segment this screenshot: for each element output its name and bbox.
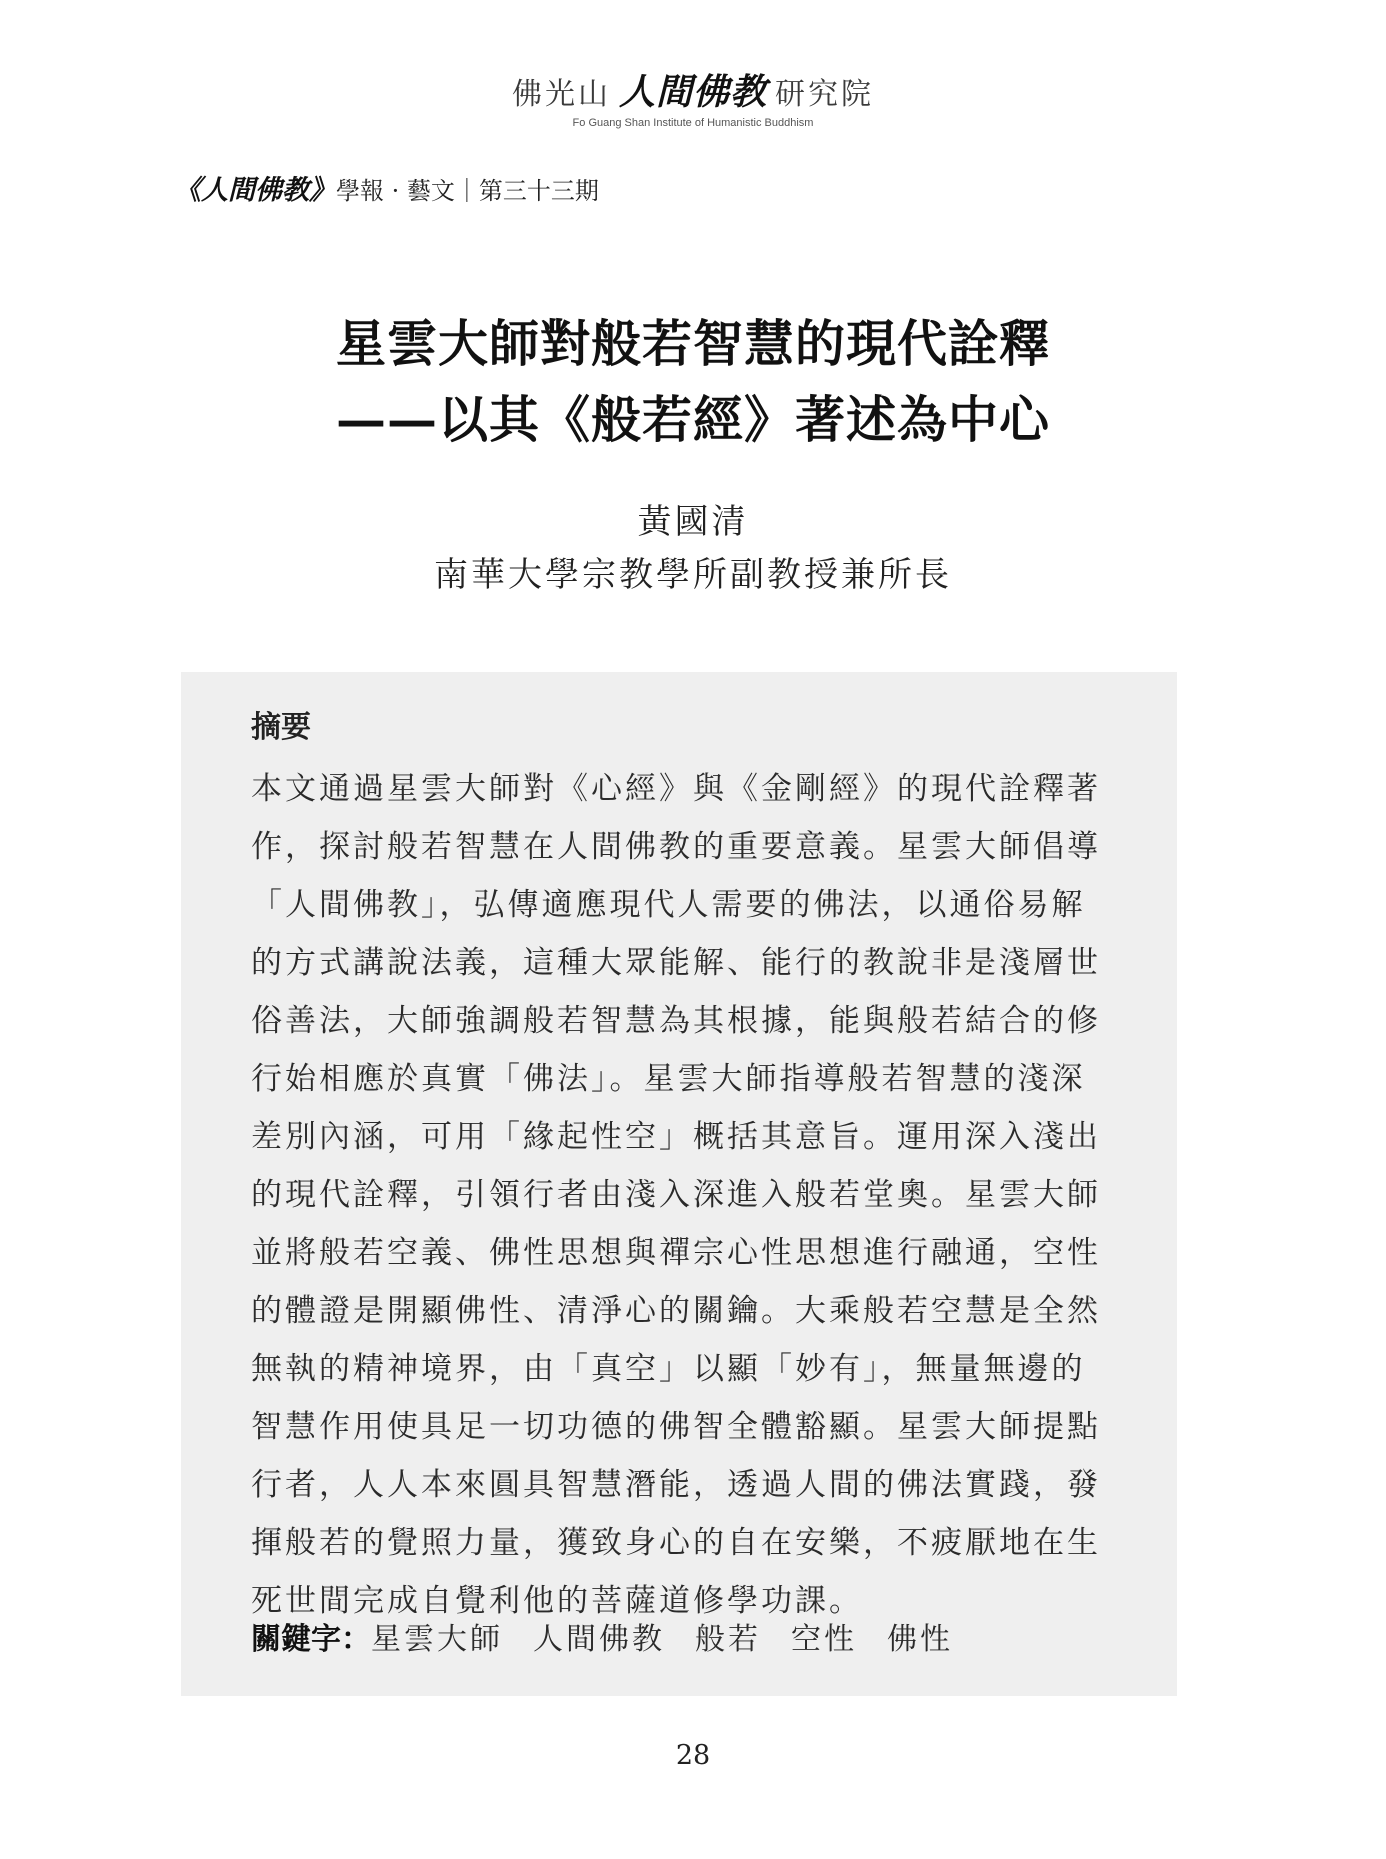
abstract-box	[181, 672, 1177, 1696]
abstract-line: 並將般若空義、佛性思想與禪宗心性思想進行融通，空性	[251, 1235, 1101, 1271]
article-title-line-1: 星雲大師對般若智慧的現代詮釋	[336, 314, 1050, 373]
keyword: 空性	[791, 1622, 857, 1657]
abstract-line: 行始相應於真實「佛法」。星雲大師指導般若智慧的淺深	[251, 1061, 1086, 1097]
abstract-line: 差別內涵，可用「緣起性空」概括其意旨。運用深入淺出	[251, 1119, 1101, 1155]
journal-line	[174, 168, 599, 207]
keyword: 星雲大師	[371, 1622, 503, 1657]
abstract-line: 俗善法，大師強調般若智慧為其根據，能與般若結合的修	[251, 1003, 1101, 1039]
journal-issue: 學報 · 藝文｜第三十三期	[336, 177, 599, 205]
logo-english: Fo Guang Shan Institute of Humanistic Buddhism	[572, 117, 814, 129]
abstract-line: 行者，人人本來圓具智慧潛能，透過人間的佛法實踐，發	[251, 1467, 1101, 1503]
abstract-line: 本文通過星雲大師對《心經》與《金剛經》的現代詮釋著	[251, 771, 1101, 807]
abstract-line: 智慧作用使具足一切功德的佛智全體豁顯。星雲大師提點	[251, 1409, 1101, 1445]
logo-suffix: 研究院	[775, 77, 874, 112]
abstract-line: 無執的精神境界，由「真空」以顯「妙有」，無量無邊的	[251, 1351, 1086, 1387]
abstract-line: 「人間佛教」，弘傳適應現代人需要的佛法，以通俗易解	[251, 887, 1086, 923]
article-title-line-2: ——以其《般若經》著述為中心	[336, 390, 1050, 449]
abstract-line: 死世間完成自覺利他的菩薩道修學功課。	[251, 1583, 863, 1619]
author-name: 黃國清	[637, 502, 749, 542]
abstract-line: 的方式講說法義，這種大眾能解、能行的教說非是淺層世	[251, 945, 1101, 981]
page-number: 28	[675, 1740, 711, 1771]
abstract-line: 揮般若的覺照力量，獲致身心的自在安樂，不疲厭地在生	[251, 1525, 1101, 1561]
abstract-heading: 摘要	[251, 710, 311, 745]
journal-brand: 《人間佛教》	[174, 175, 336, 206]
keyword: 般若	[695, 1622, 761, 1657]
keyword: 人間佛教	[533, 1622, 665, 1657]
institute-logo	[0, 64, 1386, 129]
abstract-line: 的體證是開顯佛性、清淨心的關鑰。大乘般若空慧是全然	[251, 1293, 1101, 1329]
keywords	[251, 1614, 983, 1658]
author-affiliation: 南華大學宗教學所副教授兼所長	[434, 555, 952, 595]
logo-brand: 人間佛教	[618, 71, 767, 113]
abstract-line: 作，探討般若智慧在人間佛教的重要意義。星雲大師倡導	[251, 829, 1101, 865]
keyword: 佛性	[887, 1622, 953, 1657]
keywords-label: 關鍵字：	[251, 1622, 371, 1657]
abstract-body	[251, 760, 1111, 1630]
abstract-line: 的現代詮釋，引領行者由淺入深進入般若堂奧。星雲大師	[251, 1177, 1101, 1213]
logo-prefix: 佛光山	[511, 77, 611, 112]
